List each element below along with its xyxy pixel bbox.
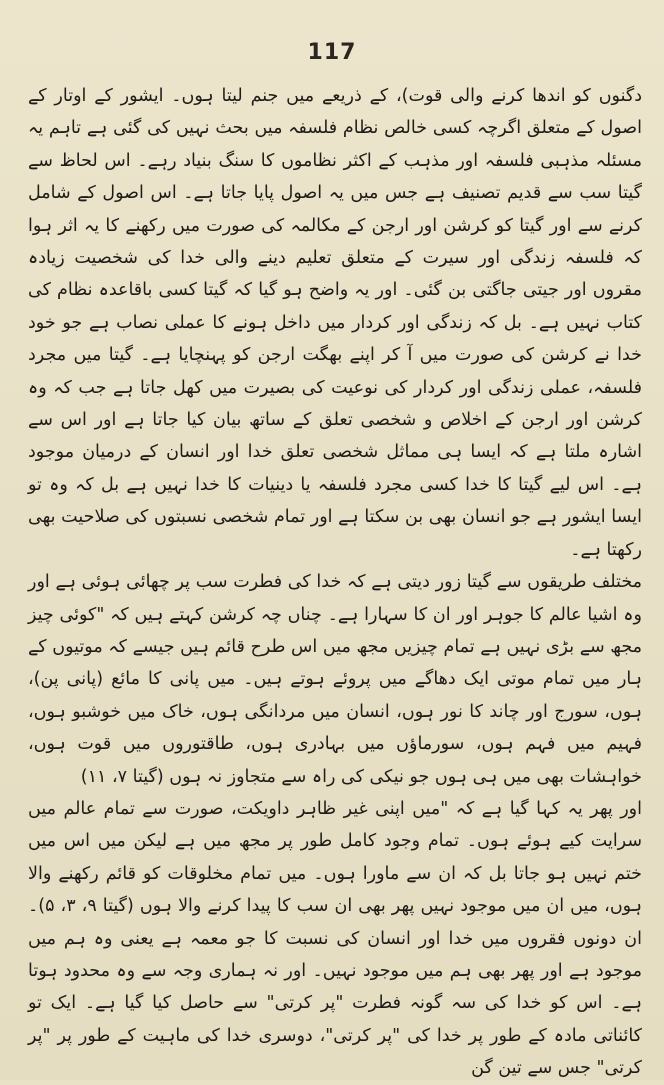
paragraph: دگنوں کو اندھا کرنے والی قوت)، کے ذریعے میں جنم لیتا ہوں۔ ایشور کے اوتار کے اصول کے متعلق اگرچہ کسی خالص نظام فلسفہ میں بحث نہیں کی گئی ہے تاہم یہ مسئلہ مذہبی فلسفہ اور مذہب کے اکثر نظاموں کا سنگ بنیاد رہے۔ اس لحاظ سے گیتا سب سے قدیم تصنیف ہے جس میں یہ اصول پایا جاتا ہے۔ اس اصول کے شامل کرنے سے اور گیتا کو کرشن اور ارجن کے مکالمہ کی صورت میں رکھنے کا یہ اثر ہوا کہ فلسفہ زندگی اور سیرت کے متعلق تعلیم دینے والی خدا کی شخصیت زیادہ مقروں اور جیتی جاگتی بن گئی۔ اور یہ واضح ہو گیا کہ گیتا کسی باقاعدہ نظام کی کتاب نہیں ہے۔ بل کہ زندگی اور کردار میں داخل ہونے کا عملی نصاب ہے جو خود خدا نے کرشن کی صورت میں آ کر اپنے بھگت ارجن کو پہنچایا ہے۔ گیتا میں مجرد فلسفہ، عملی زندگی اور کردار کی نوعیت کی بصیرت میں کھل جاتا ہے جب کہ وہ کرشن اور ارجن کے اخلاص و شخصی تعلق کے ساتھ بیان کیا جاتا ہے اور اس سے اشارہ ملتا ہے کہ ایسا ہی مماثل شخصی تعلق خدا اور انسان کے درمیان موجود ہے۔ اس لیے گیتا کا خدا کسی مجرد فلسفہ یا دینیات کا خدا نہیں ہے بل کہ وہ تو ایسا ایشور ہے جو انسان بھی بن سکتا ہے اور تمام شخصی نسبتوں کی صلاحیت بھی رکھتا ہے۔ bbox=[28, 86, 642, 560]
page-number: 117 bbox=[307, 40, 357, 65]
paragraph: مختلف طریقوں سے گیتا زور دیتی ہے کہ خدا کی فطرت سب پر چھائی ہوئی ہے اور وہ اشیا عالم کا جوہر اور ان کا سہارا ہے۔ چناں چہ کرشن کہتے ہیں کہ "کوئی چیز مجھ سے بڑی نہیں ہے تمام چیزیں مجھ میں اس طرح قائم ہیں جیسے کہ موتیوں کے ہار میں تمام موتی ایک دھاگے میں پروئے ہوتے ہیں۔ میں پانی کا مائع (پانی پن)، ہوں، سورج اور چاند کا نور ہوں، انسان میں مردانگی ہوں، خاک میں خوشبو ہوں، فہیم میں فہم ہوں، سورماؤں میں بہادری ہوں، طاقتوروں میں قوت ہوں، خواہشات بھی میں ہی ہوں جو نیکی کی راہ سے متجاوز نہ ہوں (گیتا ۷، ۱۱) bbox=[28, 572, 642, 787]
paragraph: اور پھر یہ کہا گیا ہے کہ "میں اپنی غیر ظاہر داویکت، صورت سے تمام عالم میں سرایت کیے ہوئے ہوں۔ تمام وجود کامل طور پر مجھ میں ہے لیکن میں اس میں ختم نہیں ہو جاتا بل کہ ان سے ماورا ہوں۔ میں تمام مخلوقات کو قائم رکھنے والا ہوں، میں ان میں موجود نہیں پھر بھی ان سب کا پیدا کرنے والا ہوں (گیتا ۹، ۳، ۵)۔ ان دونوں فقروں میں خدا اور انسان کی نسبت کا جو معمہ ہے یعنی وہ ہم میں موجود ہے اور پھر بھی ہم میں موجود نہیں۔ اور نہ ہماری وجہ سے وہ محدود ہوتا ہے۔ اس کو خدا کی سہ گونہ فطرت "پر کرتی" سے حاصل کیا گیا ہے۔ ایک تو کائناتی مادہ کے طور پر خدا کی "پر کرتی"، دوسری خدا کی ماہیت کے طور پر "پر کرتی" جس سے تین گن bbox=[28, 798, 642, 1079]
body-text bbox=[28, 80, 642, 1085]
